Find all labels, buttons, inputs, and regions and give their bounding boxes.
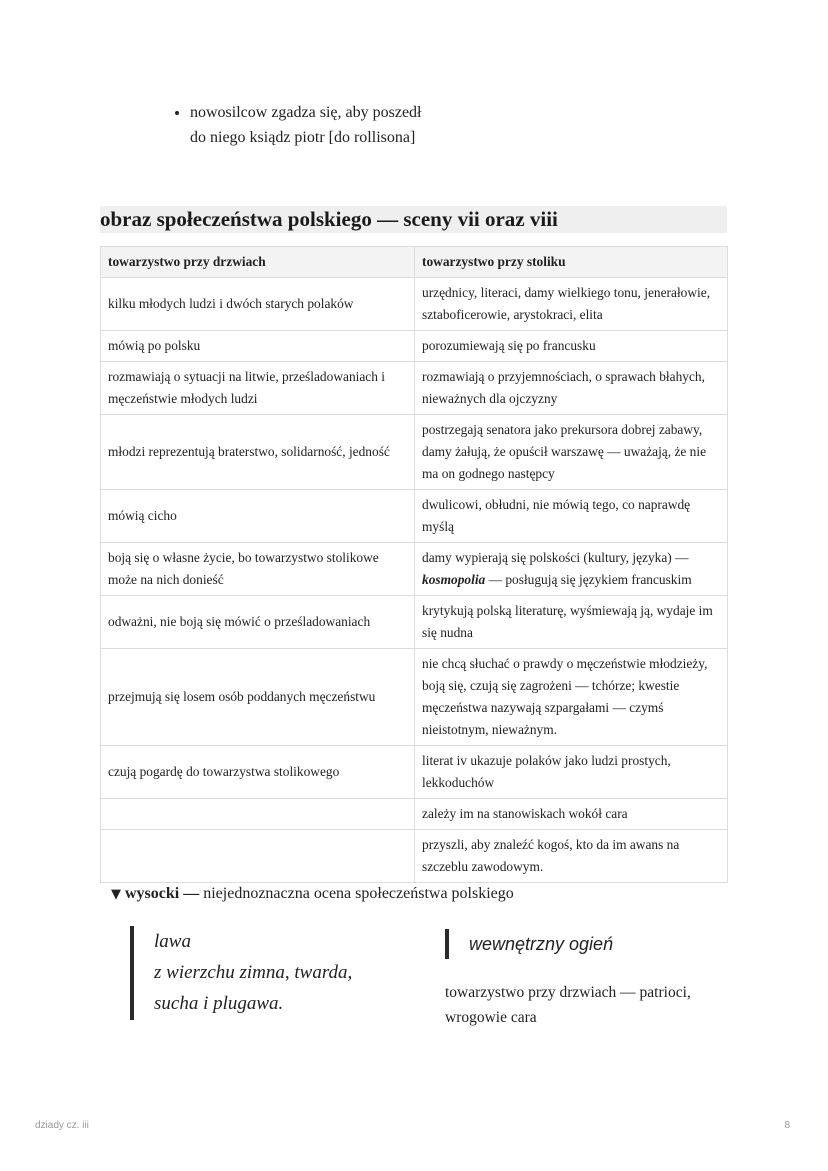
wysocki-name: wysocki — [125, 885, 200, 902]
emphasis-term: kosmopolia [422, 572, 486, 587]
quote-lawa [130, 926, 390, 1020]
table-cell: mówią cicho [101, 490, 415, 543]
table-cell: rozmawiają o sytuacji na litwie, prześladowaniach i męczeństwie młodych ludzi [101, 362, 415, 415]
cell-text: — posługują się językiem francuskim [485, 572, 692, 587]
quote-line: lawa [154, 931, 191, 952]
table-cell: boją się o własne życie, bo towarzystwo stolikowe może na nich donieść [101, 543, 415, 596]
note-text: towarzystwo przy drzwiach — patrioci, wrogowie cara [445, 984, 691, 1026]
table-cell: rozmawiają o przyjemnościach, o sprawach błahych, nieważnych dla ojczyzny [415, 362, 728, 415]
table-row [101, 278, 728, 331]
table-cell [101, 799, 415, 830]
table-row [101, 362, 728, 415]
page-number: 8 [784, 1120, 790, 1131]
quote-line: z wierzchu zimna, twarda, [154, 962, 353, 983]
table-cell: odważni, nie boją się mówić o prześladowaniach [101, 596, 415, 649]
table-cell: mówią po polsku [101, 331, 415, 362]
table-cell: zależy im na stanowiskach wokół cara [415, 799, 728, 830]
toggle-triangle-icon[interactable]: ▼ [111, 887, 121, 902]
table-cell: młodzi reprezentują braterstwo, solidarność, jedność [101, 415, 415, 490]
table-cell [101, 830, 415, 883]
table-cell: czują pogardę do towarzystwa stolikowego [101, 746, 415, 799]
table-row [101, 596, 728, 649]
bullet-item: • nowosilcow zgadza się, aby poszedł do niego ksiądz piotr [do rollisona] [190, 100, 422, 150]
quote-ogien: wewnętrzny ogień [445, 929, 613, 959]
table-row [101, 490, 728, 543]
column-header: towarzystwo przy drzwiach [101, 247, 415, 278]
table-row [101, 415, 728, 490]
comparison-table [100, 246, 728, 883]
table-cell: literat iv ukazuje polaków jako ludzi prostych, lekkoduchów [415, 746, 728, 799]
table-cell: porozumiewają się po francusku [415, 331, 728, 362]
table-cell: urzędnicy, literaci, damy wielkiego tonu, jenerałowie, sztaboficerowie, arystokraci, elita [415, 278, 728, 331]
wysocki-text: niejednoznaczna ocena społeczeństwa polskiego [199, 885, 514, 902]
table-row [101, 543, 728, 596]
bullet-list [172, 100, 422, 150]
table-cell: kilku młodych ludzi i dwóch starych polaków [101, 278, 415, 331]
table-row [101, 746, 728, 799]
table-cell: postrzegają senatora jako prekursora dobrej zabawy, damy żałują, że opuścił warszawę — uważają, że nie ma on godnego następcy [415, 415, 728, 490]
table-cell [415, 543, 728, 596]
table-cell: przejmują się losem osób poddanych męczeństwu [101, 649, 415, 746]
table-cell: przyszli, aby znaleźć kogoś, kto da im awans na szczeblu zawodowym. [415, 830, 728, 883]
table-cell: krytykują polską literaturę, wyśmiewają ją, wydaje im się nudna [415, 596, 728, 649]
table-row [101, 830, 728, 883]
table-row [101, 799, 728, 830]
table-row [101, 331, 728, 362]
cell-text: damy wypierają się polskości (kultury, języka) — [422, 550, 689, 565]
quote-line: sucha i plugawa. [154, 993, 284, 1014]
table-row [101, 649, 728, 746]
wysocki-toggle[interactable] [111, 882, 514, 907]
table-header-row [101, 247, 728, 278]
section-heading: obraz społeczeństwa polskiego — sceny vii oraz viii [100, 206, 727, 233]
footer-title: dziady cz. iii [35, 1120, 89, 1131]
table-cell: dwulicowi, obłudni, nie mówią tego, co naprawdę myślą [415, 490, 728, 543]
table-cell: nie chcą słuchać o prawdy o męczeństwie młodzieży, boją się, czują się zagrożeni — tchórze; kwestie męczeństwa nazywają szpargałami — czymś nieistotnym, nieważnym. [415, 649, 728, 746]
column-header: towarzystwo przy stoliku [415, 247, 728, 278]
